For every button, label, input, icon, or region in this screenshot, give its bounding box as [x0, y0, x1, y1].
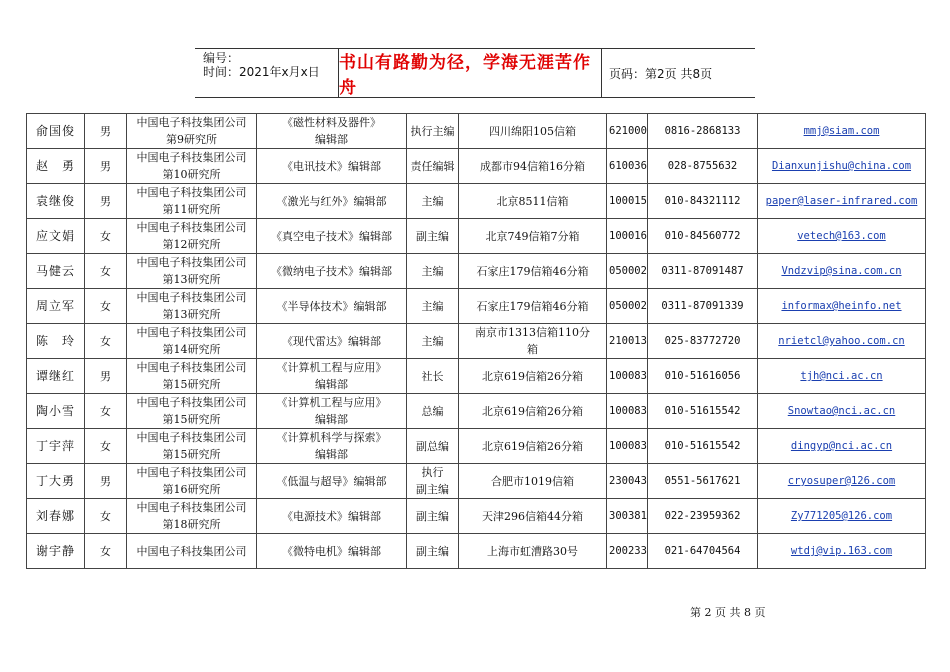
position-text: 副主编: [416, 544, 449, 558]
cell-journal: [257, 149, 407, 184]
person-name: 赵 勇: [35, 158, 75, 173]
cell-position: [407, 394, 459, 429]
cell-org: [127, 114, 257, 149]
cell-position: [407, 324, 459, 359]
org-text: 中国电子科技集团公司: [136, 544, 247, 558]
journal-text: 《微特电机》编辑部: [282, 544, 381, 558]
page-header: [195, 48, 755, 98]
cell-name: [27, 289, 85, 324]
table-row: [27, 254, 926, 289]
time-label: 时间：2021年x月x日: [203, 65, 320, 79]
cell-name: [27, 464, 85, 499]
cell-email: [758, 114, 926, 149]
org-subtext: 第13研究所: [162, 308, 221, 321]
table-row: [27, 184, 926, 219]
cell-journal: [257, 499, 407, 534]
gender-text: 男: [100, 194, 111, 208]
cell-org: [127, 464, 257, 499]
cell-position: [407, 219, 459, 254]
cell-phone: [648, 464, 758, 499]
cell-address: [459, 184, 607, 219]
cell-zip: [607, 219, 648, 254]
cell-email: [758, 429, 926, 464]
cell-journal: [257, 464, 407, 499]
cell-journal: [257, 394, 407, 429]
number-label: 编号：: [203, 51, 240, 65]
cell-phone: [648, 359, 758, 394]
journal-text: 《计算机工程与应用》: [276, 361, 387, 374]
person-name: 周立军: [35, 298, 75, 313]
position-text: 副主编: [416, 509, 449, 523]
cell-zip: [607, 289, 648, 324]
cell-name: [27, 429, 85, 464]
cell-journal: [257, 184, 407, 219]
cell-address: [459, 534, 607, 569]
org-text: 中国电子科技集团公司: [136, 361, 247, 374]
cell-phone: [648, 184, 758, 219]
email-link[interactable]: dingyp@nci.ac.cn: [790, 440, 893, 452]
table-row: [27, 219, 926, 254]
position-text: 执行主编: [410, 124, 455, 138]
cell-zip: [607, 114, 648, 149]
cell-email: [758, 324, 926, 359]
journal-text: 《磁性材料及器件》: [282, 116, 381, 129]
cell-org: [127, 184, 257, 219]
cell-phone: [648, 429, 758, 464]
cell-position: [407, 289, 459, 324]
zip-text: 300381: [609, 509, 647, 522]
cell-gender: [85, 464, 127, 499]
table-row: [27, 499, 926, 534]
cell-phone: [648, 394, 758, 429]
zip-text: 230043: [609, 474, 647, 487]
table-row: [27, 429, 926, 464]
zip-text: 610036: [609, 159, 647, 172]
cell-email: [758, 394, 926, 429]
email-link[interactable]: tjh@nci.ac.cn: [800, 370, 883, 382]
cell-gender: [85, 289, 127, 324]
cell-journal: [257, 219, 407, 254]
cell-address: [459, 464, 607, 499]
journal-subtext: 编辑部: [315, 413, 348, 426]
gender-text: 女: [100, 264, 111, 278]
cell-address: [459, 499, 607, 534]
cell-position: [407, 114, 459, 149]
cell-journal: [257, 254, 407, 289]
journal-text: 《激光与红外》编辑部: [276, 194, 387, 208]
cell-name: [27, 219, 85, 254]
gender-text: 女: [100, 334, 111, 348]
phone-text: 010-51615542: [664, 439, 741, 452]
person-name: 应文娟: [35, 228, 75, 243]
address-subtext: 箱: [527, 343, 538, 356]
org-subtext: 第14研究所: [162, 343, 221, 356]
phone-text: 010-51615542: [664, 404, 741, 417]
cell-phone: [648, 219, 758, 254]
journal-text: 《计算机工程与应用》: [276, 396, 387, 409]
org-subtext: 第15研究所: [162, 378, 221, 391]
address-text: 天津296信箱44分箱: [482, 509, 583, 523]
cell-name: [27, 149, 85, 184]
org-text: 中国电子科技集团公司: [136, 221, 247, 234]
person-name: 谭继红: [35, 368, 75, 383]
contact-table: [26, 113, 926, 569]
zip-text: 200233: [609, 544, 647, 557]
address-text: 北京619信箱26分箱: [482, 439, 583, 453]
table-row: [27, 114, 926, 149]
phone-text: 025-83772720: [664, 334, 741, 347]
email-link[interactable]: Dianxunjishu@china.com: [771, 160, 912, 172]
address-text: 南京市1313信箱110分: [475, 326, 590, 339]
cell-gender: [85, 429, 127, 464]
cell-zip: [607, 394, 648, 429]
phone-text: 022-23959362: [664, 509, 741, 522]
cell-address: [459, 149, 607, 184]
journal-subtext: 编辑部: [315, 448, 348, 461]
zip-text: 100083: [609, 439, 647, 452]
org-subtext: 第15研究所: [162, 413, 221, 426]
journal-text: 《低温与超导》编辑部: [276, 474, 387, 488]
cell-journal: [257, 359, 407, 394]
cell-email: [758, 464, 926, 499]
phone-text: 0816-2868133: [664, 124, 741, 137]
email-link[interactable]: vetech@163.com: [797, 230, 886, 242]
cell-address: [459, 114, 607, 149]
zip-text: 100016: [609, 229, 647, 242]
gender-text: 男: [100, 474, 111, 488]
address-text: 北京619信箱26分箱: [482, 369, 583, 383]
cell-email: [758, 184, 926, 219]
cell-gender: [85, 254, 127, 289]
gender-text: 男: [100, 124, 111, 138]
org-text: 中国电子科技集团公司: [136, 396, 247, 409]
org-subtext: 第16研究所: [162, 483, 221, 496]
person-name: 丁宇萍: [35, 438, 75, 453]
cell-position: [407, 149, 459, 184]
gender-text: 女: [100, 439, 111, 453]
email-link[interactable]: wtdj@vip.163.com: [790, 545, 893, 557]
gender-text: 女: [100, 229, 111, 243]
cell-name: [27, 534, 85, 569]
email-link[interactable]: mmj@siam.com: [803, 125, 880, 137]
position-text: 责任编辑: [410, 159, 455, 173]
journal-subtext: 编辑部: [315, 378, 348, 391]
address-text: 北京619信箱26分箱: [482, 404, 583, 418]
header-meta: [203, 51, 320, 79]
org-text: 中国电子科技集团公司: [136, 291, 247, 304]
cell-phone: [648, 534, 758, 569]
org-text: 中国电子科技集团公司: [136, 501, 247, 514]
cell-address: [459, 359, 607, 394]
cell-zip: [607, 184, 648, 219]
cell-org: [127, 499, 257, 534]
header-motto: 书山有路勤为径，学海无涯苦作舟: [339, 53, 591, 98]
cell-zip: [607, 149, 648, 184]
cell-email: [758, 359, 926, 394]
phone-text: 0311-87091339: [661, 299, 744, 312]
journal-text: 《现代雷达》编辑部: [282, 334, 381, 348]
journal-text: 《半导体技术》编辑部: [276, 299, 387, 313]
address-text: 成都市94信箱16分箱: [480, 159, 585, 173]
cell-email: [758, 289, 926, 324]
cell-address: [459, 429, 607, 464]
journal-text: 《电源技术》编辑部: [282, 509, 381, 523]
cell-name: [27, 394, 85, 429]
email-link[interactable]: Zy771205@126.com: [790, 510, 893, 522]
table-row: [27, 534, 926, 569]
table-row: [27, 394, 926, 429]
person-name: 俞国俊: [35, 123, 75, 138]
cell-zip: [607, 464, 648, 499]
position-text: 主编: [421, 334, 444, 348]
zip-text: 210013: [609, 334, 647, 347]
cell-phone: [648, 254, 758, 289]
cell-phone: [648, 324, 758, 359]
cell-org: [127, 254, 257, 289]
cell-gender: [85, 359, 127, 394]
cell-zip: [607, 359, 648, 394]
person-name: 谢宇静: [35, 543, 75, 558]
cell-email: [758, 254, 926, 289]
cell-position: [407, 254, 459, 289]
cell-email: [758, 149, 926, 184]
person-name: 袁继俊: [35, 193, 75, 208]
gender-text: 男: [100, 159, 111, 173]
org-subtext: 第18研究所: [162, 518, 221, 531]
cell-zip: [607, 324, 648, 359]
org-text: 中国电子科技集团公司: [136, 431, 247, 444]
journal-text: 《计算机科学与探索》: [276, 431, 387, 444]
cell-zip: [607, 499, 648, 534]
zip-text: 100015: [609, 194, 647, 207]
cell-position: [407, 534, 459, 569]
cell-org: [127, 429, 257, 464]
cell-address: [459, 324, 607, 359]
cell-position: [407, 429, 459, 464]
person-name: 陈 玲: [35, 333, 75, 348]
email-link[interactable]: paper@laser-infrared.com: [765, 195, 918, 207]
person-name: 丁大勇: [35, 473, 75, 488]
table-row: [27, 149, 926, 184]
cell-name: [27, 184, 85, 219]
cell-name: [27, 114, 85, 149]
address-text: 北京8511信箱: [496, 194, 569, 208]
journal-subtext: 编辑部: [315, 133, 348, 146]
phone-text: 0311-87091487: [661, 264, 744, 277]
journal-text: 《真空电子技术》编辑部: [271, 229, 392, 243]
cell-phone: [648, 114, 758, 149]
phone-text: 028-8755632: [667, 159, 738, 172]
zip-text: 050002: [609, 264, 647, 277]
cell-org: [127, 534, 257, 569]
cell-name: [27, 324, 85, 359]
email-link[interactable]: informax@heinfo.net: [781, 300, 902, 312]
table-row: [27, 359, 926, 394]
cell-position: [407, 359, 459, 394]
cell-phone: [648, 149, 758, 184]
phone-text: 010-84321112: [664, 194, 741, 207]
org-text: 中国电子科技集团公司: [136, 256, 247, 269]
position-text: 副主编: [416, 229, 449, 243]
cell-phone: [648, 289, 758, 324]
email-link[interactable]: cryosuper@126.com: [787, 475, 896, 487]
cell-name: [27, 359, 85, 394]
address-text: 上海市虹漕路30号: [487, 544, 578, 558]
position-text: 主编: [421, 194, 444, 208]
position-text: 社长: [421, 369, 444, 383]
cell-gender: [85, 184, 127, 219]
journal-text: 《微纳电子技术》编辑部: [271, 264, 392, 278]
org-text: 中国电子科技集团公司: [136, 326, 247, 339]
org-subtext: 第12研究所: [162, 238, 221, 251]
person-name: 陶小雪: [35, 403, 75, 418]
zip-text: 100083: [609, 369, 647, 382]
cell-position: [407, 464, 459, 499]
email-link[interactable]: Snowtao@nci.ac.cn: [787, 405, 896, 417]
address-text: 石家庄179信箱46分箱: [476, 299, 589, 313]
phone-text: 0551-5617621: [664, 474, 741, 487]
zip-text: 050002: [609, 299, 647, 312]
header-page-number: 页码：第2页 共8页: [609, 66, 713, 81]
address-text: 石家庄179信箱46分箱: [476, 264, 589, 278]
position-text: 主编: [421, 299, 444, 313]
table-row: [27, 464, 926, 499]
phone-text: 010-51616056: [664, 369, 741, 382]
cell-zip: [607, 429, 648, 464]
org-text: 中国电子科技集团公司: [136, 186, 247, 199]
position-subtext: 副主编: [416, 483, 449, 496]
org-subtext: 第10研究所: [162, 168, 221, 181]
cell-gender: [85, 394, 127, 429]
cell-org: [127, 394, 257, 429]
cell-gender: [85, 499, 127, 534]
position-text: 总编: [421, 404, 444, 418]
cell-journal: [257, 114, 407, 149]
phone-text: 021-64704564: [664, 544, 741, 557]
cell-zip: [607, 254, 648, 289]
cell-gender: [85, 324, 127, 359]
cell-position: [407, 184, 459, 219]
person-name: 刘春娜: [35, 508, 75, 523]
cell-phone: [648, 499, 758, 534]
cell-address: [459, 394, 607, 429]
phone-text: 010-84560772: [664, 229, 741, 242]
address-text: 合肥市1019信箱: [491, 474, 574, 488]
cell-journal: [257, 429, 407, 464]
cell-address: [459, 289, 607, 324]
cell-gender: [85, 149, 127, 184]
cell-org: [127, 289, 257, 324]
org-text: 中国电子科技集团公司: [136, 151, 247, 164]
cell-org: [127, 324, 257, 359]
person-name: 马健云: [35, 263, 75, 278]
zip-text: 621000: [609, 124, 647, 137]
cell-zip: [607, 534, 648, 569]
cell-journal: [257, 534, 407, 569]
cell-journal: [257, 289, 407, 324]
org-subtext: 第9研究所: [166, 133, 217, 146]
page-footer: 第 2 页 共 8 页: [690, 606, 766, 619]
email-link[interactable]: Vndzvip@sina.com.cn: [781, 265, 902, 277]
gender-text: 女: [100, 544, 111, 558]
cell-position: [407, 499, 459, 534]
org-subtext: 第15研究所: [162, 448, 221, 461]
org-text: 中国电子科技集团公司: [136, 466, 247, 479]
gender-text: 男: [100, 369, 111, 383]
position-text: 主编: [421, 264, 444, 278]
journal-text: 《电讯技术》编辑部: [282, 159, 381, 173]
cell-email: [758, 219, 926, 254]
position-text: 执行: [421, 466, 444, 479]
cell-gender: [85, 534, 127, 569]
gender-text: 女: [100, 404, 111, 418]
cell-name: [27, 499, 85, 534]
cell-name: [27, 254, 85, 289]
email-link[interactable]: nrietcl@yahoo.com.cn: [778, 335, 905, 347]
table-row: [27, 289, 926, 324]
cell-org: [127, 149, 257, 184]
cell-journal: [257, 324, 407, 359]
cell-email: [758, 534, 926, 569]
position-text: 副总编: [416, 439, 449, 453]
cell-gender: [85, 114, 127, 149]
cell-address: [459, 254, 607, 289]
cell-gender: [85, 219, 127, 254]
address-text: 四川绵阳105信箱: [489, 124, 576, 138]
cell-org: [127, 219, 257, 254]
cell-org: [127, 359, 257, 394]
org-subtext: 第11研究所: [162, 203, 221, 216]
address-text: 北京749信箱7分箱: [485, 229, 580, 243]
org-text: 中国电子科技集团公司: [136, 116, 247, 129]
gender-text: 女: [100, 299, 111, 313]
org-subtext: 第13研究所: [162, 273, 221, 286]
cell-email: [758, 499, 926, 534]
gender-text: 女: [100, 509, 111, 523]
header-divider: [601, 49, 602, 97]
cell-address: [459, 219, 607, 254]
zip-text: 100083: [609, 404, 647, 417]
table-row: [27, 324, 926, 359]
